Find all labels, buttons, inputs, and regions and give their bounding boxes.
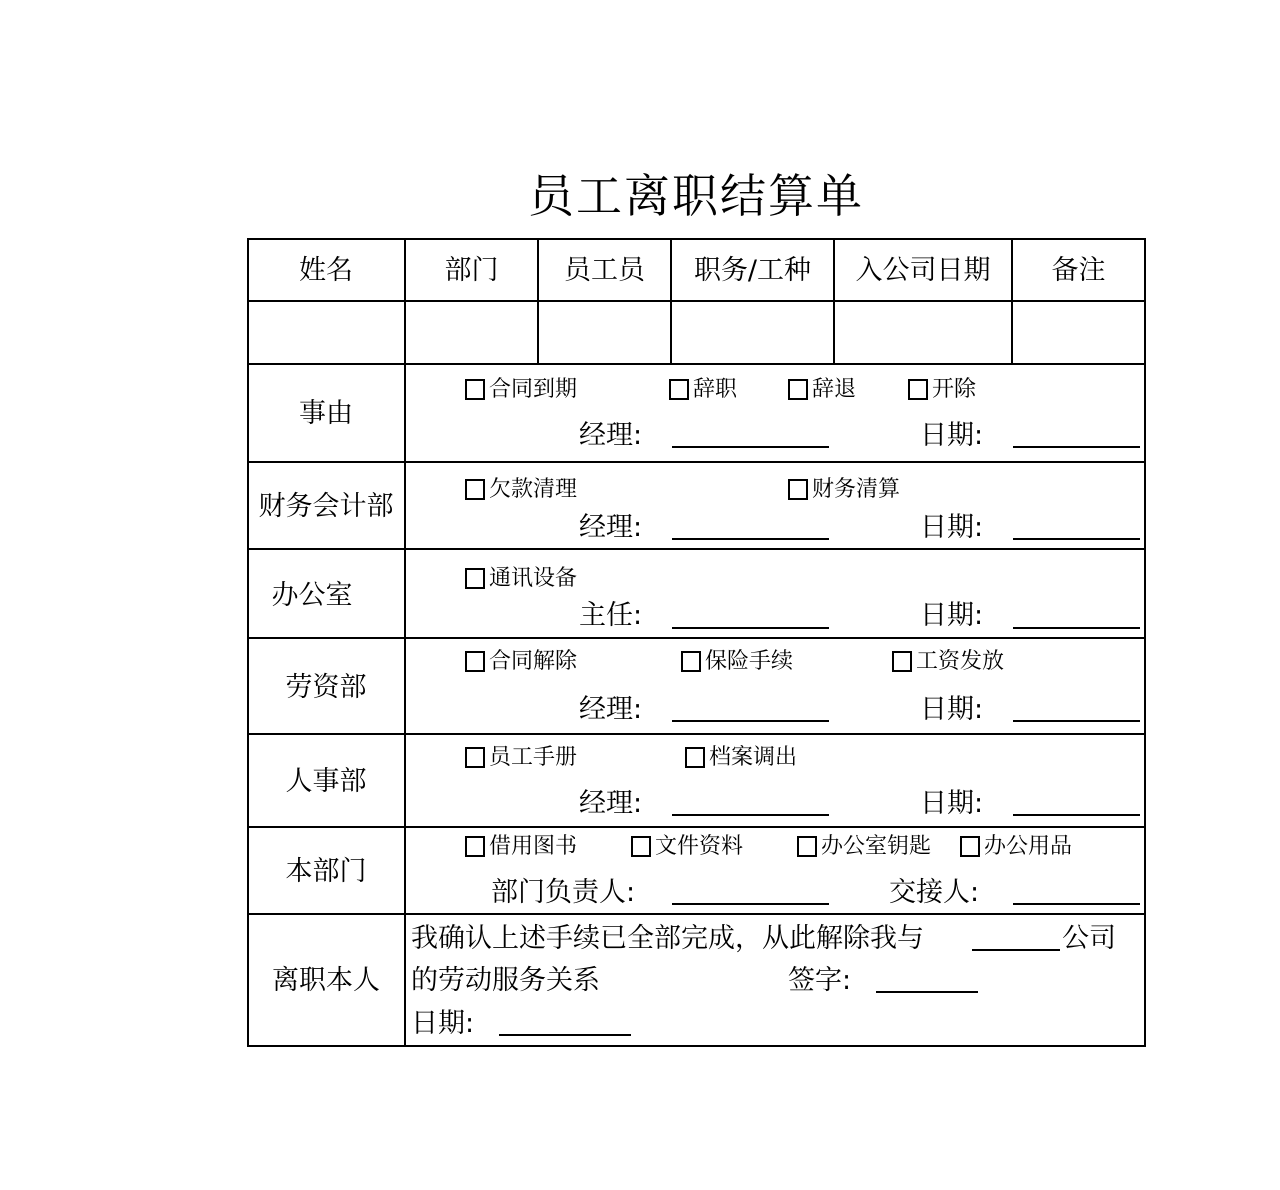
staff-cell[interactable]	[539, 302, 670, 363]
checkbox-office-keys[interactable]	[797, 836, 817, 857]
date-label: 日期:	[920, 694, 984, 725]
col-divider	[1144, 238, 1146, 1047]
date-line[interactable]	[1013, 627, 1140, 629]
name-cell[interactable]	[249, 302, 404, 363]
checkbox-employee-handbook[interactable]	[465, 747, 485, 768]
checkbox-comm-equipment[interactable]	[465, 568, 485, 589]
manager-label: 经理:	[579, 788, 643, 819]
signature-line[interactable]	[672, 446, 829, 448]
row-divider	[247, 637, 1146, 639]
date-line[interactable]	[499, 1034, 631, 1036]
option-label: 工资发放	[916, 649, 1005, 674]
signature-line[interactable]	[672, 538, 829, 540]
row-divider	[247, 913, 1146, 915]
dept-head-label: 部门负责人:	[491, 877, 636, 908]
option-label: 辞职	[693, 377, 738, 402]
option-label: 文件资料	[655, 834, 744, 859]
hire-date-cell[interactable]	[835, 302, 1011, 363]
date-label: 日期:	[920, 420, 984, 451]
checkbox-borrowed-books[interactable]	[465, 836, 485, 857]
date-label: 日期:	[920, 600, 984, 631]
section-label-resignee: 离职本人	[272, 965, 380, 996]
header-staff: 员工员	[564, 255, 645, 286]
header-name: 姓名	[299, 255, 353, 286]
checkbox-file-transfer[interactable]	[685, 747, 705, 768]
section-label-reason: 事由	[299, 398, 353, 429]
handover-label: 交接人:	[889, 877, 980, 908]
option-label: 合同到期	[489, 377, 578, 402]
option-label: 辞退	[812, 377, 857, 402]
company-name-line[interactable]	[972, 949, 1060, 951]
confirmation-text-line2: 的劳动服务关系	[411, 965, 600, 996]
resignation-settlement-form	[247, 238, 1146, 1047]
confirmation-text-company: 公司	[1062, 923, 1116, 954]
option-label: 办公室钥匙	[821, 834, 932, 859]
row-divider	[247, 548, 1146, 550]
remark-cell[interactable]	[1013, 302, 1144, 363]
checkbox-financial-settlement[interactable]	[788, 479, 808, 500]
row-divider	[247, 733, 1146, 735]
director-label: 主任:	[579, 600, 643, 631]
option-label: 办公用品	[984, 834, 1073, 859]
header-hire-date: 入公司日期	[855, 255, 991, 286]
checkbox-insurance[interactable]	[681, 651, 701, 672]
section-label-office: 办公室	[271, 580, 353, 611]
header-dept: 部门	[444, 255, 499, 286]
date-label: 日期:	[920, 512, 984, 543]
signature-line[interactable]	[672, 720, 829, 722]
option-label: 合同解除	[489, 649, 578, 674]
option-label: 保险手续	[705, 649, 794, 674]
confirmation-text: 我确认上述手续已全部完成，从此解除我与	[411, 923, 924, 954]
position-cell[interactable]	[672, 302, 833, 363]
option-label: 通讯设备	[489, 566, 578, 591]
header-position: 职务/工种	[693, 255, 812, 286]
section-label-labor: 劳资部	[285, 672, 367, 703]
signature-line[interactable]	[672, 903, 829, 905]
date-label: 日期:	[411, 1008, 475, 1039]
handover-line[interactable]	[1013, 903, 1140, 905]
row-divider	[247, 461, 1146, 463]
checkbox-documents[interactable]	[631, 836, 651, 857]
date-line[interactable]	[1013, 814, 1140, 816]
manager-label: 经理:	[579, 420, 643, 451]
checkbox-contract-termination[interactable]	[465, 651, 485, 672]
section-label-own-dept: 本部门	[285, 856, 367, 887]
section-label-hr: 人事部	[285, 766, 367, 797]
checkbox-resign[interactable]	[669, 379, 689, 400]
checkbox-fire[interactable]	[908, 379, 928, 400]
checkbox-salary-payment[interactable]	[892, 651, 912, 672]
manager-label: 经理:	[579, 694, 643, 725]
option-label: 财务清算	[812, 477, 901, 502]
signature-label: 签字:	[788, 965, 852, 996]
checkbox-debt-clearance[interactable]	[465, 479, 485, 500]
option-label: 借用图书	[489, 834, 578, 859]
row-divider	[247, 1045, 1146, 1047]
option-label: 开除	[932, 377, 977, 402]
row-divider	[247, 826, 1146, 828]
date-line[interactable]	[1013, 720, 1140, 722]
date-line[interactable]	[1013, 446, 1140, 448]
signature-line[interactable]	[672, 627, 829, 629]
manager-label: 经理:	[579, 512, 643, 543]
option-label: 档案调出	[709, 745, 798, 770]
option-label: 欠款清理	[489, 477, 578, 502]
option-label: 员工手册	[489, 745, 578, 770]
signature-line[interactable]	[876, 991, 978, 993]
dept-cell[interactable]	[406, 302, 537, 363]
signature-line[interactable]	[672, 814, 829, 816]
section-label-finance: 财务会计部	[258, 491, 394, 522]
checkbox-dismiss[interactable]	[788, 379, 808, 400]
form-title: 员工离职结算单	[528, 169, 864, 223]
checkbox-contract-expired[interactable]	[465, 379, 485, 400]
checkbox-office-supplies[interactable]	[960, 836, 980, 857]
date-line[interactable]	[1013, 538, 1140, 540]
header-remark: 备注	[1051, 255, 1106, 286]
date-label: 日期:	[920, 788, 984, 819]
